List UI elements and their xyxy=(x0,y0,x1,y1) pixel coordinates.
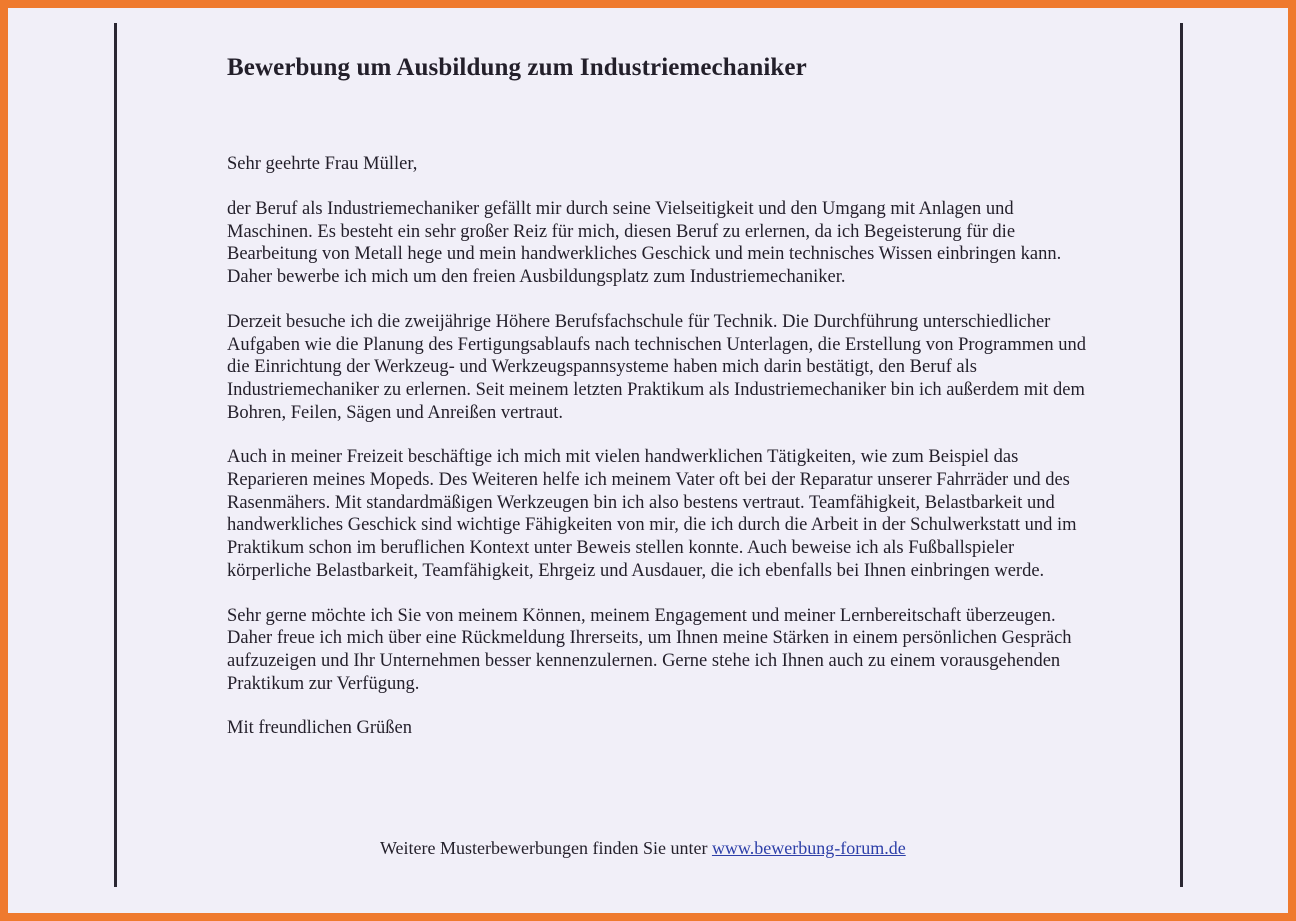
letter-body xyxy=(227,52,1087,740)
footer-text: Weitere Musterbewerbungen finden Sie unter xyxy=(380,838,708,858)
letter-title: Bewerbung um Ausbildung zum Industriemechaniker xyxy=(227,54,807,81)
paragraph-motivation: der Beruf als Industriemechaniker gefällt mir durch seine Vielseitigkeit und den Umgang mit Anlagen und Maschinen. Es besteht ein sehr großer Reiz für mich, diesen Beruf zu erlernen, da ich Begeisterung für die Bearbeitung von Metall hege und mein handwerkliches Geschick und mein technisches Wissen einbringen kann. Daher bewerbe ich mich um den freien Ausbildungsplatz zum Industriemechaniker. xyxy=(227,199,1062,288)
paragraph-hobbies-skills: Auch in meiner Freizeit beschäftige ich mich mit vielen handwerklichen Tätigkeiten, wie zum Beispiel das Reparieren meines Mopeds. Des Weiteren helfe ich meinem Vater oft bei der Reparatur unserer Fahrräder und des Rasenmähers. Mit standardmäßigen Werkzeugen bin ich also bestens vertraut. Teamfähigkeit, Belastbarkeit und handwerkliches Geschick sind wichtige Fähigkeiten von mir, die ich durch die Arbeit in der Schulwerkstatt und im Praktikum schon im beruflichen Kontext unter Beweis stellen konnte. Auch beweise ich als Fußballspieler körperliche Belastbarkeit, Teamfähigkeit, Ehrgeiz und Ausdauer, die ich ebenfalls bei Ihnen einbringen werde. xyxy=(227,447,1077,581)
letter-page xyxy=(8,8,1288,913)
paragraph-closing-request: Sehr gerne möchte ich Sie von meinem Können, meinem Engagement und meiner Lernbereitschaft überzeugen. Daher freue ich mich über eine Rückmeldung Ihrerseits, um Ihnen meine Stärken in einem persönlichen Gespräch aufzuzeigen und Ihr Unternehmen besser kennenzulernen. Gerne stehe ich Ihnen auch zu einem vorausgehenden Praktikum zur Verfügung. xyxy=(227,605,1072,694)
footer-note xyxy=(380,837,906,859)
right-margin-rule xyxy=(1180,23,1183,887)
left-margin-rule xyxy=(114,23,117,887)
paragraph-education: Derzeit besuche ich die zweijährige Höhere Berufsfachschule für Technik. Die Durchführung unterschiedlicher Aufgaben wie die Planung des Fertigungsablaufs nach technischen Unterlagen, die Erstellung von Programmen und die Einrichtung der Werkzeug- und Werkzeugspannsysteme haben mich darin bestätigt, den Beruf als Industriemechaniker zu erlernen. Seit meinem letzten Praktikum als Industriemechaniker bin ich außerdem mit dem Bohren, Feilen, Sägen und Anreißen vertraut. xyxy=(227,311,1087,423)
footer-link[interactable]: www.bewerbung-forum.de xyxy=(711,838,906,858)
closing-greeting: Mit freundlichen Grüßen xyxy=(227,718,412,739)
salutation: Sehr geehrte Frau Müller, xyxy=(227,154,418,174)
